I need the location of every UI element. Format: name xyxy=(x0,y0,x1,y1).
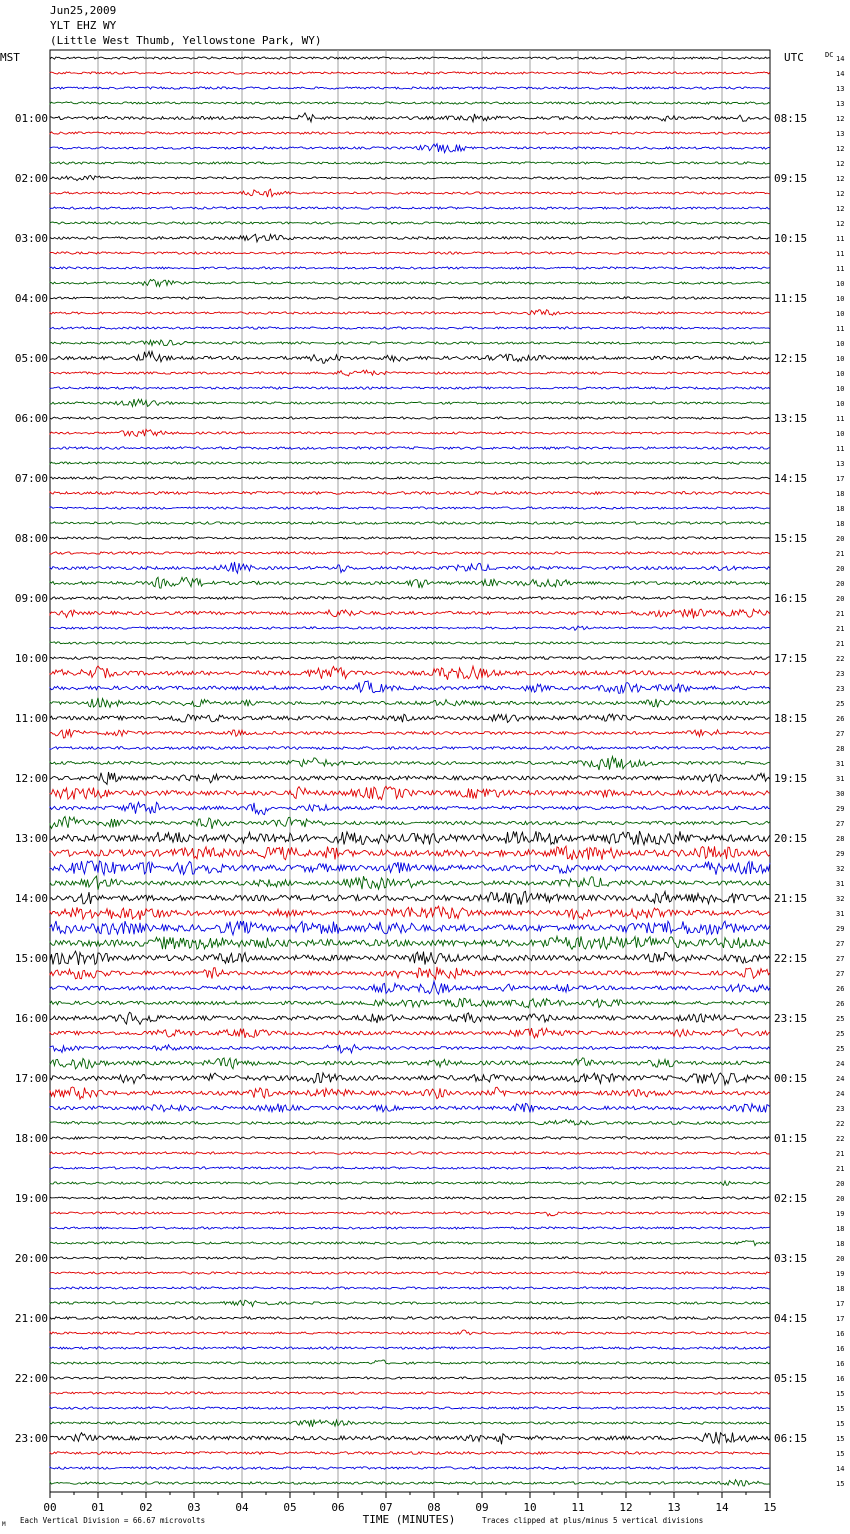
dc-offset-label: 12 xyxy=(836,175,845,183)
seismic-trace-28 xyxy=(50,462,770,464)
seismic-trace-14 xyxy=(50,252,770,254)
dc-offset-label: 12 xyxy=(836,190,845,198)
dc-offset-label: 11 xyxy=(836,250,845,258)
seismic-trace-8 xyxy=(50,162,770,164)
utc-hour-label: 12:15 xyxy=(774,352,808,365)
seismic-trace-16 xyxy=(50,280,770,287)
x-tick-label: 13 xyxy=(667,1501,681,1514)
seismic-trace-49 xyxy=(50,772,770,784)
utc-hour-label: 21:15 xyxy=(774,892,808,905)
dc-offset-label: 10 xyxy=(836,430,845,438)
seismic-trace-88 xyxy=(50,1360,770,1364)
mst-hour-label: 09:00 xyxy=(14,592,48,605)
dc-offset-label: 20 xyxy=(836,535,845,543)
mst-hour-label: 14:00 xyxy=(14,892,48,905)
dc-offset-label: 22 xyxy=(836,1120,845,1128)
dc-offset-label: 11 xyxy=(836,445,845,453)
seismic-trace-35 xyxy=(50,562,770,573)
dc-offset-label: 18 xyxy=(836,505,845,513)
dc-offset-label: 21 xyxy=(836,610,845,618)
seismic-trace-62 xyxy=(50,967,770,979)
dc-offset-label: 24 xyxy=(836,1090,845,1098)
seismic-trace-79 xyxy=(50,1227,770,1229)
mst-hour-label: 11:00 xyxy=(14,712,48,725)
dc-offset-label: 17 xyxy=(836,1315,845,1323)
x-tick-label: 09 xyxy=(475,1501,489,1514)
seismic-trace-57 xyxy=(50,891,770,904)
dc-offset-label: 27 xyxy=(836,955,845,963)
utc-axis-label: UTC xyxy=(784,51,804,64)
dc-offset-label: 12 xyxy=(836,160,845,168)
dc-offset-label: 11 xyxy=(836,265,845,273)
dc-offset-label: 22 xyxy=(836,655,845,663)
dc-offset-label: 31 xyxy=(836,760,845,768)
seismic-trace-30 xyxy=(50,492,770,495)
seismic-trace-22 xyxy=(50,370,770,376)
dc-offset-label: 12 xyxy=(836,115,845,123)
seismic-trace-92 xyxy=(50,1420,770,1427)
dc-offset-label: 16 xyxy=(836,1375,845,1383)
dc-offset-label: 12 xyxy=(836,145,845,153)
clip-note: Traces clipped at plus/minus 5 vertical divisions xyxy=(482,1516,704,1525)
seismic-trace-4 xyxy=(50,102,770,104)
seismic-trace-31 xyxy=(50,507,770,509)
dc-offset-label: 18 xyxy=(836,1225,845,1233)
mst-hour-label: 03:00 xyxy=(14,232,48,245)
utc-hour-label: 13:15 xyxy=(774,412,808,425)
dc-offset-label: 13 xyxy=(836,130,845,138)
dc-offset-label: 25 xyxy=(836,1045,845,1053)
seismic-trace-94 xyxy=(50,1452,770,1455)
dc-label: DC xyxy=(825,51,834,59)
dc-offset-label: 20 xyxy=(836,595,845,603)
seismic-trace-85 xyxy=(50,1317,770,1320)
seismic-trace-59 xyxy=(50,921,770,935)
dc-offset-label: 10 xyxy=(836,340,845,348)
dc-offset-label: 21 xyxy=(836,550,845,558)
seismic-trace-83 xyxy=(50,1287,770,1289)
mst-hour-label: 20:00 xyxy=(14,1252,48,1265)
dc-offset-label: 13 xyxy=(836,460,845,468)
mst-hour-label: 06:00 xyxy=(14,412,48,425)
dc-offset-label: 24 xyxy=(836,1075,845,1083)
dc-offset-label: 29 xyxy=(836,925,845,933)
seismic-trace-84 xyxy=(50,1300,770,1306)
utc-hour-label: 20:15 xyxy=(774,832,808,845)
dc-offset-label: 31 xyxy=(836,880,845,888)
dc-offset-label: 25 xyxy=(836,1030,845,1038)
dc-offset-label: 14 xyxy=(836,55,845,63)
dc-offset-label: 27 xyxy=(836,970,845,978)
dc-offset-label: 11 xyxy=(836,415,845,423)
dc-offset-label: 14 xyxy=(836,1465,845,1473)
utc-hour-label: 01:15 xyxy=(774,1132,808,1145)
dc-offset-label: 20 xyxy=(836,580,845,588)
mst-hour-label: 15:00 xyxy=(14,952,48,965)
seismic-trace-89 xyxy=(50,1377,770,1379)
seismic-trace-39 xyxy=(50,626,770,630)
utc-hour-label: 04:15 xyxy=(774,1312,808,1325)
x-tick-label: 07 xyxy=(379,1501,393,1514)
mst-hour-label: 17:00 xyxy=(14,1072,48,1085)
seismic-trace-73 xyxy=(50,1137,770,1140)
utc-hour-label: 00:15 xyxy=(774,1072,808,1085)
seismic-trace-50 xyxy=(50,786,770,799)
mst-hour-label: 02:00 xyxy=(14,172,48,185)
dc-offset-label: 10 xyxy=(836,310,845,318)
dc-offset-label: 12 xyxy=(836,205,845,213)
dc-offset-label: 15 xyxy=(836,1480,845,1488)
dc-offset-label: 16 xyxy=(836,1345,845,1353)
dc-offset-label: 21 xyxy=(836,625,845,633)
seismic-trace-1 xyxy=(50,57,770,59)
seismic-trace-6 xyxy=(50,132,770,134)
seismic-trace-67 xyxy=(50,1045,770,1054)
utc-hour-label: 03:15 xyxy=(774,1252,808,1265)
dc-offset-label: 18 xyxy=(836,520,845,528)
seismic-trace-64 xyxy=(50,998,770,1007)
seismic-trace-86 xyxy=(50,1330,770,1335)
seismic-trace-63 xyxy=(50,981,770,994)
x-tick-label: 15 xyxy=(763,1501,777,1514)
seismic-trace-46 xyxy=(50,729,770,738)
dc-offset-label: 17 xyxy=(836,475,845,483)
division-note: Each Vertical Division = 66.67 microvolts xyxy=(20,1516,206,1525)
mst-hour-label: 16:00 xyxy=(14,1012,48,1025)
seismic-trace-41 xyxy=(50,657,770,660)
station-location: (Little West Thumb, Yellowstone Park, WY) xyxy=(50,34,322,47)
seismic-trace-19 xyxy=(50,327,770,329)
seismic-trace-68 xyxy=(50,1058,770,1069)
dc-offset-label: 27 xyxy=(836,940,845,948)
seismic-trace-15 xyxy=(50,267,770,269)
plot-frame xyxy=(50,50,770,1492)
dc-offset-label: 10 xyxy=(836,400,845,408)
station-code: YLT EHZ WY xyxy=(50,19,117,32)
x-axis-title: TIME (MINUTES) xyxy=(362,1513,456,1526)
dc-offset-label: 27 xyxy=(836,730,845,738)
dc-offset-label: 14 xyxy=(836,70,845,78)
dc-offset-label: 19 xyxy=(836,1210,845,1218)
seismic-trace-24 xyxy=(50,399,770,406)
seismic-trace-29 xyxy=(50,477,770,479)
mst-hour-label: 07:00 xyxy=(14,472,48,485)
seismic-trace-21 xyxy=(50,351,770,363)
dc-offset-label: 10 xyxy=(836,370,845,378)
x-tick-label: 02 xyxy=(139,1501,153,1514)
dc-offset-label: 19 xyxy=(836,1270,845,1278)
seismic-trace-36 xyxy=(50,577,770,588)
dc-offset-label: 15 xyxy=(836,1405,845,1413)
dc-offset-label: 10 xyxy=(836,385,845,393)
seismic-trace-53 xyxy=(50,831,770,845)
x-tick-label: 08 xyxy=(427,1501,441,1514)
seismic-trace-74 xyxy=(50,1152,770,1154)
mst-hour-label: 12:00 xyxy=(14,772,48,785)
dc-offset-label: 15 xyxy=(836,1390,845,1398)
seismic-trace-44 xyxy=(50,698,770,708)
dc-offset-label: 26 xyxy=(836,715,845,723)
dc-offset-label: 23 xyxy=(836,1105,845,1113)
dc-offset-label: 21 xyxy=(836,640,845,648)
mst-hour-label: 04:00 xyxy=(14,292,48,305)
dc-offset-label: 18 xyxy=(836,490,845,498)
dc-offset-label: 24 xyxy=(836,1060,845,1068)
dc-offset-label: 21 xyxy=(836,1165,845,1173)
x-tick-label: 03 xyxy=(187,1501,201,1514)
seismic-trace-58 xyxy=(50,906,770,920)
dc-offset-label: 18 xyxy=(836,1240,845,1248)
seismic-trace-87 xyxy=(50,1347,770,1349)
seismic-trace-45 xyxy=(50,714,770,722)
dc-offset-label: 31 xyxy=(836,775,845,783)
dc-offset-label: 29 xyxy=(836,805,845,813)
dc-offset-label: 28 xyxy=(836,835,845,843)
dc-offset-label: 20 xyxy=(836,565,845,573)
dc-offset-label: 23 xyxy=(836,685,845,693)
dc-offset-label: 20 xyxy=(836,1255,845,1263)
x-tick-label: 00 xyxy=(43,1501,57,1514)
mst-hour-label: 19:00 xyxy=(14,1192,48,1205)
mst-hour-label: 22:00 xyxy=(14,1372,48,1385)
seismic-trace-65 xyxy=(50,1012,770,1024)
dc-offset-label: 11 xyxy=(836,235,845,243)
seismic-trace-38 xyxy=(50,609,770,619)
dc-offset-label: 13 xyxy=(836,85,845,93)
seismic-trace-78 xyxy=(50,1212,770,1216)
seismic-trace-76 xyxy=(50,1181,770,1185)
dc-offset-label: 32 xyxy=(836,895,845,903)
mst-hour-label: 08:00 xyxy=(14,532,48,545)
mst-hour-label: 21:00 xyxy=(14,1312,48,1325)
seismic-trace-26 xyxy=(50,429,770,436)
dc-offset-label: 10 xyxy=(836,295,845,303)
seismic-trace-51 xyxy=(50,802,770,814)
dc-offset-label: 32 xyxy=(836,865,845,873)
seismic-trace-70 xyxy=(50,1087,770,1099)
utc-hour-label: 06:15 xyxy=(774,1432,808,1445)
dc-offset-label: 30 xyxy=(836,790,845,798)
seismic-trace-33 xyxy=(50,537,770,539)
mst-hour-label: 10:00 xyxy=(14,652,48,665)
dc-offset-label: 10 xyxy=(836,355,845,363)
seismic-trace-54 xyxy=(50,846,770,860)
dc-offset-label: 11 xyxy=(836,325,845,333)
dc-offset-label: 18 xyxy=(836,1285,845,1293)
utc-hour-label: 23:15 xyxy=(774,1012,808,1025)
mst-hour-label: 18:00 xyxy=(14,1132,48,1145)
seismic-trace-66 xyxy=(50,1028,770,1038)
dc-offset-label: 15 xyxy=(836,1420,845,1428)
dc-offset-label: 26 xyxy=(836,985,845,993)
dc-offset-label: 13 xyxy=(836,100,845,108)
x-tick-label: 11 xyxy=(571,1501,585,1514)
seismic-trace-25 xyxy=(50,417,770,419)
dc-offset-label: 15 xyxy=(836,1435,845,1443)
dc-offset-label: 16 xyxy=(836,1360,845,1368)
dc-offset-label: 17 xyxy=(836,1300,845,1308)
dc-offset-label: 12 xyxy=(836,220,845,228)
seismic-trace-80 xyxy=(50,1241,770,1246)
seismic-trace-3 xyxy=(50,87,770,89)
seismic-trace-47 xyxy=(50,747,770,750)
seismic-trace-69 xyxy=(50,1073,770,1085)
seismic-trace-2 xyxy=(50,72,770,74)
seismic-trace-90 xyxy=(50,1392,770,1394)
seismic-trace-10 xyxy=(50,189,770,197)
seismic-trace-96 xyxy=(50,1480,770,1486)
chart-date: Jun25,2009 xyxy=(50,4,117,17)
x-tick-label: 01 xyxy=(91,1501,105,1514)
seismic-trace-34 xyxy=(50,552,770,554)
seismic-trace-75 xyxy=(50,1167,770,1169)
seismic-trace-82 xyxy=(50,1272,770,1274)
seismic-trace-40 xyxy=(50,642,770,644)
seismic-trace-55 xyxy=(50,861,770,875)
seismic-trace-60 xyxy=(50,936,770,949)
corner-mark: M xyxy=(2,1521,6,1528)
seismic-trace-56 xyxy=(50,876,770,890)
dc-offset-label: 23 xyxy=(836,670,845,678)
dc-offset-label: 21 xyxy=(836,1150,845,1158)
seismic-trace-61 xyxy=(50,951,770,965)
x-tick-label: 06 xyxy=(331,1501,345,1514)
mst-axis-label: MST xyxy=(0,51,20,64)
mst-hour-label: 01:00 xyxy=(14,112,48,125)
seismic-trace-52 xyxy=(50,817,770,829)
mst-hour-label: 23:00 xyxy=(14,1432,48,1445)
dc-offset-label: 22 xyxy=(836,1135,845,1143)
seismic-trace-17 xyxy=(50,297,770,299)
mst-hour-label: 05:00 xyxy=(14,352,48,365)
seismic-trace-11 xyxy=(50,207,770,209)
dc-offset-label: 15 xyxy=(836,1450,845,1458)
utc-hour-label: 02:15 xyxy=(774,1192,808,1205)
dc-offset-label: 27 xyxy=(836,820,845,828)
x-tick-label: 12 xyxy=(619,1501,633,1514)
seismic-trace-18 xyxy=(50,310,770,316)
utc-hour-label: 16:15 xyxy=(774,592,808,605)
dc-offset-label: 16 xyxy=(836,1330,845,1338)
x-tick-label: 04 xyxy=(235,1501,249,1514)
seismic-trace-7 xyxy=(50,144,770,153)
utc-hour-label: 05:15 xyxy=(774,1372,808,1385)
mst-hour-label: 13:00 xyxy=(14,832,48,845)
seismic-trace-27 xyxy=(50,447,770,449)
seismic-trace-12 xyxy=(50,222,770,224)
utc-hour-label: 14:15 xyxy=(774,472,808,485)
utc-hour-label: 10:15 xyxy=(774,232,808,245)
seismic-trace-20 xyxy=(50,340,770,346)
seismic-trace-9 xyxy=(50,175,770,180)
seismic-trace-23 xyxy=(50,387,770,389)
seismic-trace-48 xyxy=(50,756,770,770)
seismic-trace-95 xyxy=(50,1467,770,1469)
utc-hour-label: 09:15 xyxy=(774,172,808,185)
dc-offset-label: 10 xyxy=(836,280,845,288)
seismic-trace-77 xyxy=(50,1197,770,1199)
seismic-trace-13 xyxy=(50,234,770,242)
x-tick-label: 14 xyxy=(715,1501,729,1514)
seismic-trace-32 xyxy=(50,522,770,524)
dc-offset-label: 29 xyxy=(836,850,845,858)
dc-offset-label: 31 xyxy=(836,910,845,918)
seismic-trace-81 xyxy=(50,1257,770,1259)
utc-hour-label: 17:15 xyxy=(774,652,808,665)
dc-offset-label: 25 xyxy=(836,700,845,708)
dc-offset-label: 20 xyxy=(836,1195,845,1203)
utc-hour-label: 19:15 xyxy=(774,772,808,785)
x-tick-label: 10 xyxy=(523,1501,537,1514)
dc-offset-label: 20 xyxy=(836,1180,845,1188)
seismic-trace-72 xyxy=(50,1120,770,1126)
seismic-trace-93 xyxy=(50,1432,770,1444)
seismic-trace-43 xyxy=(50,681,770,693)
x-tick-label: 05 xyxy=(283,1501,297,1514)
utc-hour-label: 15:15 xyxy=(774,532,808,545)
seismic-trace-71 xyxy=(50,1103,770,1112)
utc-hour-label: 11:15 xyxy=(774,292,808,305)
seismic-trace-91 xyxy=(50,1407,770,1409)
utc-hour-label: 08:15 xyxy=(774,112,808,125)
utc-hour-label: 18:15 xyxy=(774,712,808,725)
seismic-trace-42 xyxy=(50,666,770,680)
seismic-trace-37 xyxy=(50,597,770,600)
dc-offset-label: 28 xyxy=(836,745,845,753)
seismic-trace-5 xyxy=(50,113,770,122)
dc-offset-label: 25 xyxy=(836,1015,845,1023)
utc-hour-label: 22:15 xyxy=(774,952,808,965)
dc-offset-label: 26 xyxy=(836,1000,845,1008)
